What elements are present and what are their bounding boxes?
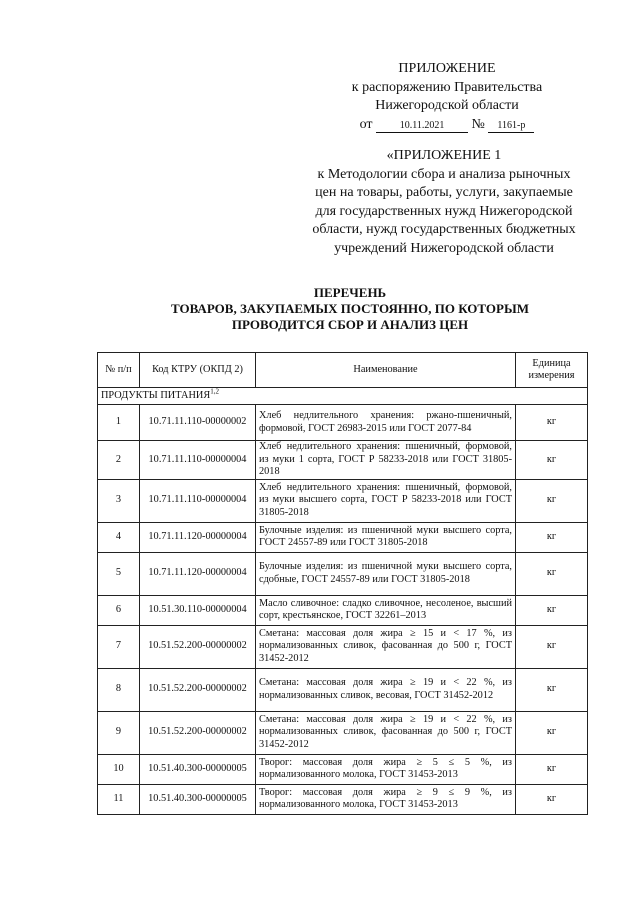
row-num: 11 <box>98 784 140 814</box>
row-unit: кг <box>516 754 588 784</box>
appendix-line-2: к распоряжению Правительства <box>351 79 543 95</box>
goods-table <box>97 352 588 815</box>
table-row <box>98 754 588 784</box>
row-name: Хлеб недлительного хранения: пшеничный, формовой, из муки 1 сорта, ГОСТ Р 58233-2018 или ГОСТ 31805-2018 <box>256 441 516 480</box>
row-code: 10.71.11.110-00000002 <box>140 405 256 441</box>
table-row <box>98 522 588 552</box>
appendix-title: ПРИЛОЖЕНИЕ <box>398 61 496 76</box>
header-num: № п/п <box>98 353 140 388</box>
row-code: 10.51.52.200-00000002 <box>140 668 256 711</box>
appendix-1-line: цен на товары, работы, услуги, закупаемые <box>315 185 573 200</box>
section-row <box>98 388 588 405</box>
row-code: 10.51.40.300-00000005 <box>140 784 256 814</box>
table-row <box>98 595 588 625</box>
row-num: 5 <box>98 552 140 595</box>
row-name: Творог: массовая доля жира ≥ 9 ≤ 9 %, из нормализованного молока, ГОСТ 31453-2013 <box>256 784 516 814</box>
heading-line: ТОВАРОВ, ЗАКУПАЕМЫХ ПОСТОЯННО, ПО КОТОРЫМ <box>170 301 530 316</box>
row-unit: кг <box>516 405 588 441</box>
row-num: 10 <box>98 754 140 784</box>
row-name: Булочные изделия: из пшеничной муки высшего сорта, ГОСТ 24557-89 или ГОСТ 31805-2018 <box>256 522 516 552</box>
header-name: Наименование <box>256 353 516 388</box>
row-name: Сметана: массовая доля жира ≥ 19 и < 22 %, из нормализованных сливок, фасованная до 500 г, ГОСТ 31452-2012 <box>256 711 516 754</box>
heading-line: ПЕРЕЧЕНЬ <box>313 285 387 300</box>
row-code: 10.71.11.120-00000004 <box>140 552 256 595</box>
row-code: 10.71.11.110-00000004 <box>140 441 256 480</box>
row-num: 9 <box>98 711 140 754</box>
row-name: Сметана: массовая доля жира ≥ 19 и < 22 %, из нормализованных сливок, весовая, ГОСТ 31452-2012 <box>256 668 516 711</box>
row-num: 3 <box>98 479 140 522</box>
number-sign: № <box>471 116 485 132</box>
row-unit: кг <box>516 625 588 668</box>
row-code: 10.51.30.110-00000004 <box>140 595 256 625</box>
row-num: 4 <box>98 522 140 552</box>
appendix-1-line: области, нужд государственных бюджетных <box>312 222 576 237</box>
row-name: Хлеб недлительного хранения: ржано-пшеничный, формовой, ГОСТ 26983-2015 или ГОСТ 2077-84 <box>256 405 516 441</box>
row-name: Хлеб недлительного хранения: пшеничный, формовой, из муки высшего сорта, ГОСТ Р 58233-2018 или ГОСТ 31805-2018 <box>256 479 516 522</box>
header-unit: Единица измерения <box>516 353 588 388</box>
row-code: 10.71.11.110-00000004 <box>140 479 256 522</box>
appendix-1-line: учреждений Нижегородской области <box>334 240 554 256</box>
table-row <box>98 711 588 754</box>
row-unit: кг <box>516 441 588 480</box>
row-name: Творог: массовая доля жира ≥ 5 ≤ 5 %, из нормализованного молока, ГОСТ 31453-2013 <box>256 754 516 784</box>
row-code: 10.51.52.200-00000002 <box>140 625 256 668</box>
appendix-1-block <box>294 147 594 258</box>
row-unit: кг <box>516 711 588 754</box>
row-unit: кг <box>516 552 588 595</box>
date-prefix: от <box>359 116 373 132</box>
section-footnote: 1,2 <box>210 387 219 396</box>
section-label: ПРОДУКТЫ ПИТАНИЯ <box>101 389 211 401</box>
appendix-1-line: к Методологии сбора и анализа рыночных <box>317 166 571 182</box>
row-num: 1 <box>98 405 140 441</box>
row-num: 8 <box>98 668 140 711</box>
appendix-1-line: «ПРИЛОЖЕНИЕ 1 <box>386 148 502 163</box>
row-unit: кг <box>516 595 588 625</box>
row-code: 10.71.11.120-00000004 <box>140 522 256 552</box>
row-num: 7 <box>98 625 140 668</box>
table-header-row <box>98 353 588 388</box>
row-code: 10.51.52.200-00000002 <box>140 711 256 754</box>
row-num: 6 <box>98 595 140 625</box>
row-num: 2 <box>98 441 140 480</box>
document-heading <box>60 285 640 333</box>
row-name: Масло сливочное: сладко сливочное, несоленое, высший сорт, крестьянское, ГОСТ 32261–2013 <box>256 595 516 625</box>
table-row <box>98 405 588 441</box>
heading-line: ПРОВОДИТСЯ СБОР И АНАЛИЗ ЦЕН <box>231 317 469 332</box>
row-unit: кг <box>516 479 588 522</box>
table-row <box>98 441 588 480</box>
appendix-block <box>300 60 594 134</box>
table-row <box>98 552 588 595</box>
row-code: 10.51.40.300-00000005 <box>140 754 256 784</box>
row-name: Булочные изделия: из пшеничной муки высшего сорта, сдобные, ГОСТ 24557-89 или ГОСТ 31805-2018 <box>256 552 516 595</box>
row-unit: кг <box>516 784 588 814</box>
table-row <box>98 625 588 668</box>
row-name: Сметана: массовая доля жира ≥ 15 и < 17 %, из нормализованных сливок, фасованная до 500 г, ГОСТ 31452-2012 <box>256 625 516 668</box>
row-unit: кг <box>516 522 588 552</box>
table-row <box>98 479 588 522</box>
number-value: 1161-р <box>488 120 534 133</box>
appendix-1-line: для государственных нужд Нижегородской <box>315 203 573 219</box>
table-row <box>98 668 588 711</box>
section-cell <box>98 388 588 405</box>
row-unit: кг <box>516 668 588 711</box>
table-row <box>98 784 588 814</box>
header-code: Код КТРУ (ОКПД 2) <box>140 353 256 388</box>
date-value: 10.11.2021 <box>376 120 468 133</box>
appendix-line-3: Нижегородской области <box>375 98 519 113</box>
appendix-date-line <box>300 116 594 135</box>
